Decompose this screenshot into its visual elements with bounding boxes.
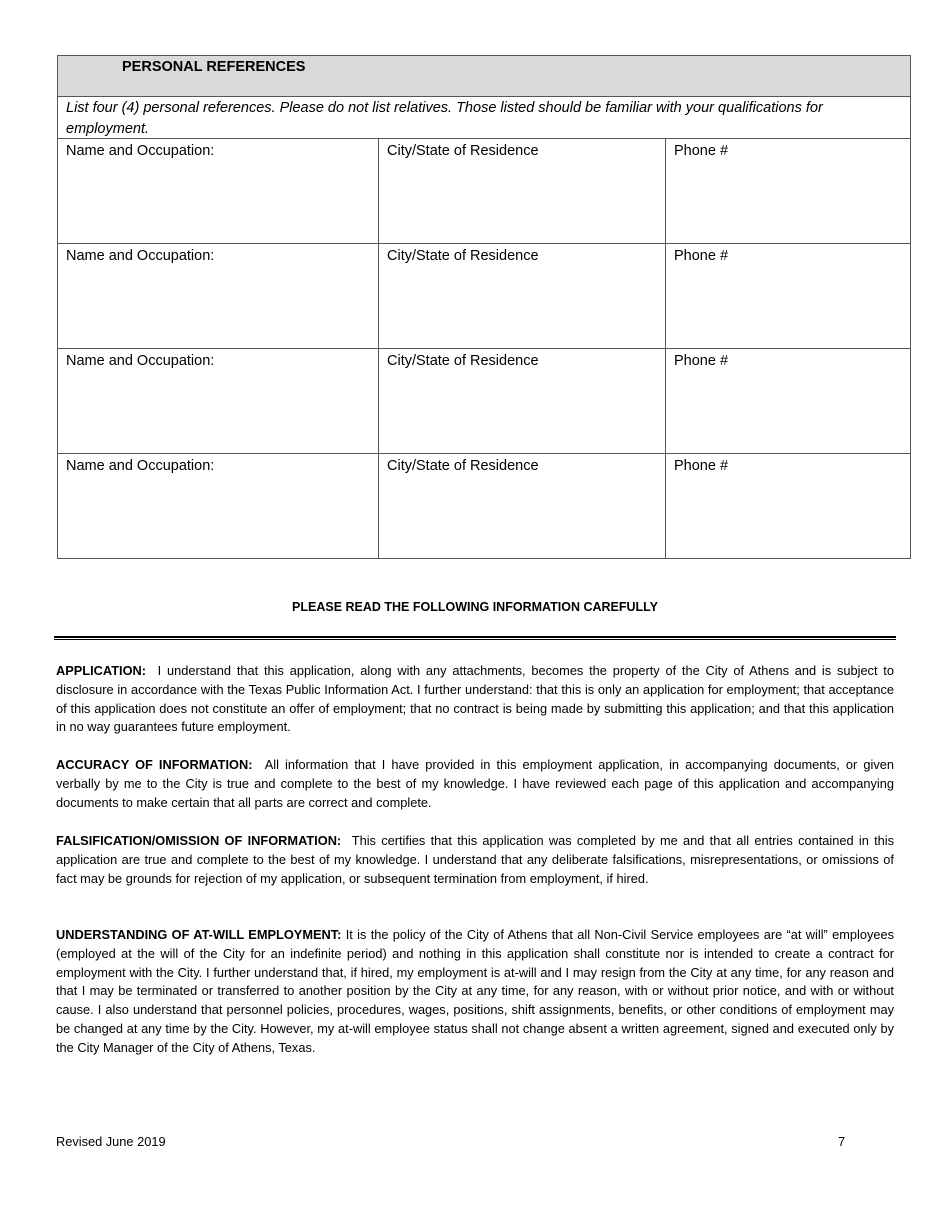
paragraph-heading: ACCURACY OF INFORMATION: [56, 757, 253, 772]
double-rule-divider [54, 636, 896, 640]
reference-row-3 [58, 349, 910, 454]
name-occupation-field[interactable]: Name and Occupation: [58, 244, 379, 348]
city-state-field[interactable]: City/State of Residence [379, 349, 666, 453]
reference-row-2 [58, 244, 910, 349]
notice-title: PLEASE READ THE FOLLOWING INFORMATION CAREFULLY [292, 600, 658, 614]
references-instructions: List four (4) personal references. Please do not list relatives. Those listed should be familiar with your qualifications for employment. [58, 97, 910, 139]
phone-field[interactable]: Phone # [674, 143, 729, 159]
reference-row-1 [58, 139, 910, 244]
reference-row-4 [58, 454, 910, 558]
paragraph-body: I understand that this application, along with any attachments, becomes the property of the City of Athens and is subject to disclosure in accordance with the Texas Public Information Act. I further understand: that this is only an application for employment; that acceptance of this application does not constitute an offer of employment; that no contract is being made by submitting this application; and that this application in no way guarantees future employment. [56, 663, 894, 735]
name-occupation-field[interactable]: Name and Occupation: [58, 454, 379, 558]
paragraph-body: All information that I have provided in this employment application, in accompanying documents, or given verbally by me to the City is true and complete to the best of my knowledge. I have reviewed each page of this application and accompanying documents to make certain that all parts are correct and complete. [56, 757, 894, 810]
application-paragraph [56, 662, 894, 737]
paragraph-heading: APPLICATION: [56, 663, 147, 678]
falsification-paragraph [56, 832, 894, 888]
paragraph-body: This certifies that this application was completed by me and that all entries contained in this application are true and complete to the best of my knowledge. I understand that any deliberate falsifications, misrepresentations, or omissions of fact may be grounds for rejection of my application, or subsequent termination from employment, if hired. [56, 833, 894, 886]
phone-field[interactable]: Phone # [674, 353, 729, 369]
name-occupation-field[interactable]: Name and Occupation: [58, 139, 379, 243]
page-number: 7 [838, 1134, 846, 1149]
paragraph-heading: UNDERSTANDING OF AT-WILL EMPLOYMENT: [56, 927, 342, 942]
city-state-field[interactable]: City/State of Residence [379, 139, 666, 243]
city-state-field[interactable]: City/State of Residence [379, 244, 666, 348]
section-title: PERSONAL REFERENCES [58, 56, 910, 97]
city-state-field[interactable]: City/State of Residence [379, 454, 666, 558]
personal-references-table [57, 55, 911, 559]
paragraph-heading: FALSIFICATION/OMISSION OF INFORMATION: [56, 833, 342, 848]
name-occupation-field[interactable]: Name and Occupation: [58, 349, 379, 453]
phone-field[interactable]: Phone # [674, 458, 729, 474]
revision-date: Revised June 2019 [56, 1134, 166, 1149]
paragraph-body: It is the policy of the City of Athens that all Non-Civil Service employees are “at will” employees (employed at the will of the City for an indefinite period) and nothing in this application shall constitute nor is intended to create a contract for employment with the City. I further understand that, if hired, my employment is at-will and I may resign from the City at any time, for any reason and that I may be terminated or transferred to another position by the City at any time, for any reason, with or without prior notice, and with or without cause. I also understand that personnel policies, procedures, wages, positions, shift assignments, benefits, or other conditions of employment may be changed at any time by the City. However, my at-will employee status shall not change absent a written agreement, signed and executed only by the City Manager of the City of Athens, Texas. [56, 927, 894, 1055]
accuracy-paragraph [56, 756, 894, 812]
at-will-paragraph [56, 926, 894, 1058]
phone-field[interactable]: Phone # [674, 248, 729, 264]
